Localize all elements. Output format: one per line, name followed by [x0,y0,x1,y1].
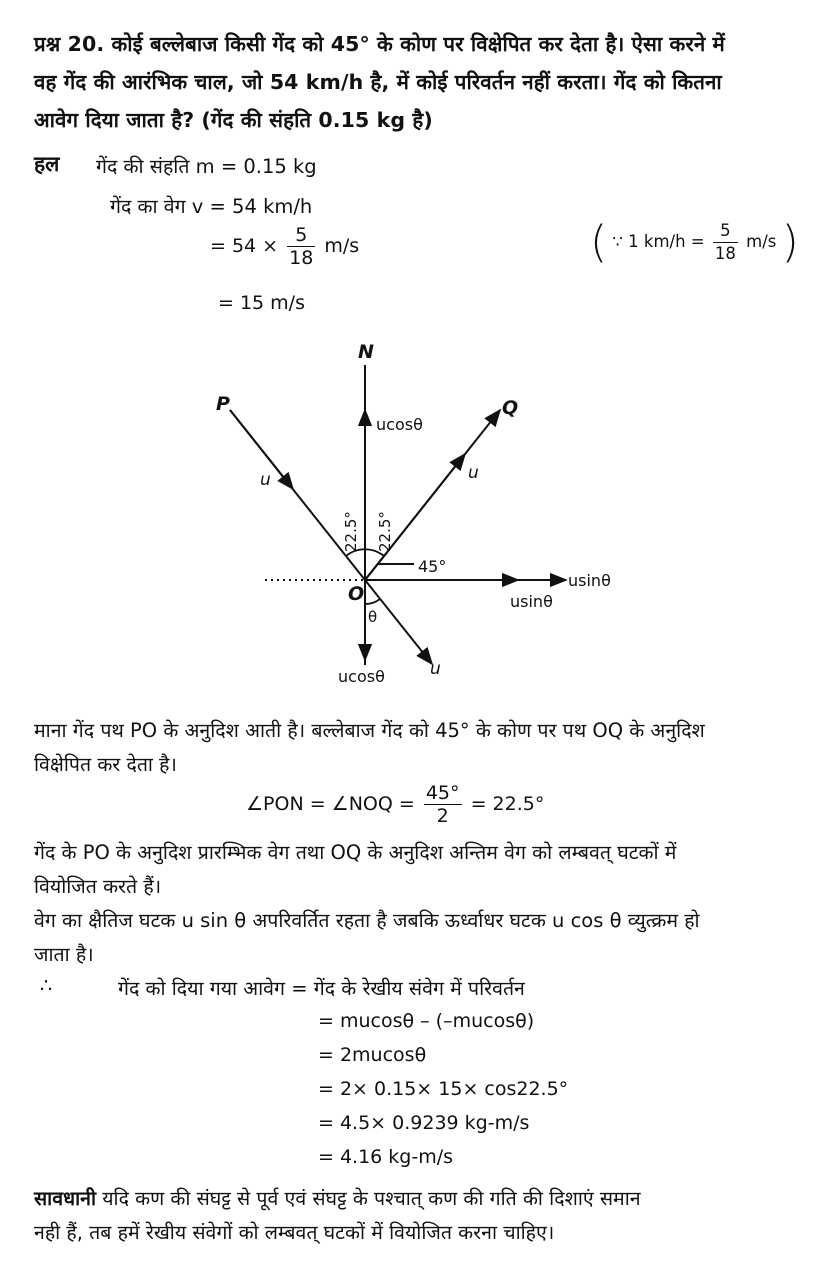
angle-eq-denominator: 2 [436,805,449,827]
label-u-outgoing: u [468,463,479,483]
note-open-paren: ( [590,216,608,268]
explanation-p2-line-1: गेंद के PO के अनुदिश प्रारम्भिक वेग तथा OQ के अनुदिश अन्तिम वेग को लम्बवत् घटकों में [34,841,677,864]
label-ucos-top: ucosθ [376,415,423,434]
angle-eq-right: = 22.5° [470,793,545,815]
impulse-step-3: = 2× 0.15× 15× cos22.5° [318,1078,569,1100]
angle-arc-theta [365,599,380,604]
velocity-line: गेंद का वेग v = 54 km/h [110,195,313,218]
conversion-prefix: = 54 × [210,235,279,257]
caution-line-2: नही हैं, तब हमें रेखीय संवेगों को लम्बवत् घटकों में वियोजित करना चाहिए। [34,1221,555,1244]
label-usin-line: usinθ [510,592,553,611]
conversion-fraction [287,224,315,269]
label-angle-45: 45° [418,557,447,576]
note-denominator: 18 [714,244,736,263]
conversion-denominator: 18 [289,247,314,269]
solution-label: हल [34,152,60,176]
label-usin-arrow: usinθ [568,571,611,590]
conversion-note [590,216,799,268]
caution-label: सावधानी [34,1187,96,1210]
label-angle-theta: θ [368,608,378,626]
note-close-paren: ) [781,216,799,268]
label-angle-right: 22.5° [376,511,394,552]
explanation-p1-line-2: विक्षेपित कर देता है। [34,753,177,776]
conversion-unit: m/s [324,235,360,257]
label-angle-left: 22.5° [342,511,360,552]
question-line-1: प्रश्न 20. कोई बल्लेबाज किसी गेंद को 45° के कोण पर विक्षेपित कर देता है। ऐसा करने में [34,32,725,56]
note-unit: m/s [746,232,777,251]
label-ucos-bottom: ucosθ [338,667,385,686]
note-numerator: 5 [713,220,738,243]
caution-text-1: यदि कण की संघट्ट से पूर्व एवं संघट्ट के पश्चात् कण की गति की दिशाएं समान [102,1187,641,1210]
label-Q: Q [502,397,519,419]
explanation-p1-line-1: माना गेंद पथ PO के अनुदिश आती है। बल्लेबाज गेंद को 45° के कोण पर पथ OQ के अनुदिश [34,719,705,742]
result-line: = 15 m/s [218,292,305,314]
label-O: O [348,583,365,605]
note-fraction [713,220,738,265]
conversion-line [210,224,359,269]
impulse-line: गेंद को दिया गया आवेग = गेंद के रेखीय संवेग में परिवर्तन [118,977,525,1000]
velocity-diagram [200,330,620,700]
explanation-p2-line-2: वियोजित करते हैं। [34,875,162,898]
conversion-numerator: 5 [287,224,315,247]
angle-eq-fraction [424,782,462,827]
angle-eq-left: ∠PON = ∠NOQ = [246,793,415,815]
mass-line: गेंद की संहति m = 0.15 kg [96,155,317,178]
note-prefix: ∵ 1 km/h = [612,232,705,251]
therefore-symbol: ∴ [40,974,53,997]
impulse-step-2: = 2mucosθ [318,1044,427,1066]
impulse-step-5: = 4.16 kg-m/s [318,1146,454,1168]
label-N: N [358,341,374,363]
label-u-incoming: u [260,470,271,490]
explanation-p3-line-2: जाता है। [34,943,94,966]
impulse-step-4: = 4.5× 0.9239 kg-m/s [318,1112,530,1134]
question-line-3: आवेग दिया जाता है? (गेंद की संहति 0.15 kg है) [34,108,433,132]
label-P: P [216,393,230,415]
explanation-p3-line-1: वेग का क्षैतिज घटक u sin θ अपरिवर्तित रहता है जबकि ऊर्ध्वाधर घटक u cos θ व्युत्क्रम हो [34,909,700,932]
caution-line-1 [34,1184,641,1211]
angle-equation [246,782,544,827]
question-line-2: वह गेंद की आरंभिक चाल, जो 54 km/h है, में कोई परिवर्तन नहीं करता। गेंद को कितना [34,70,722,94]
angle-eq-numerator: 45° [425,782,460,804]
label-u-lower: u [430,659,441,679]
impulse-step-1: = mucosθ – (–mucosθ) [318,1010,535,1032]
